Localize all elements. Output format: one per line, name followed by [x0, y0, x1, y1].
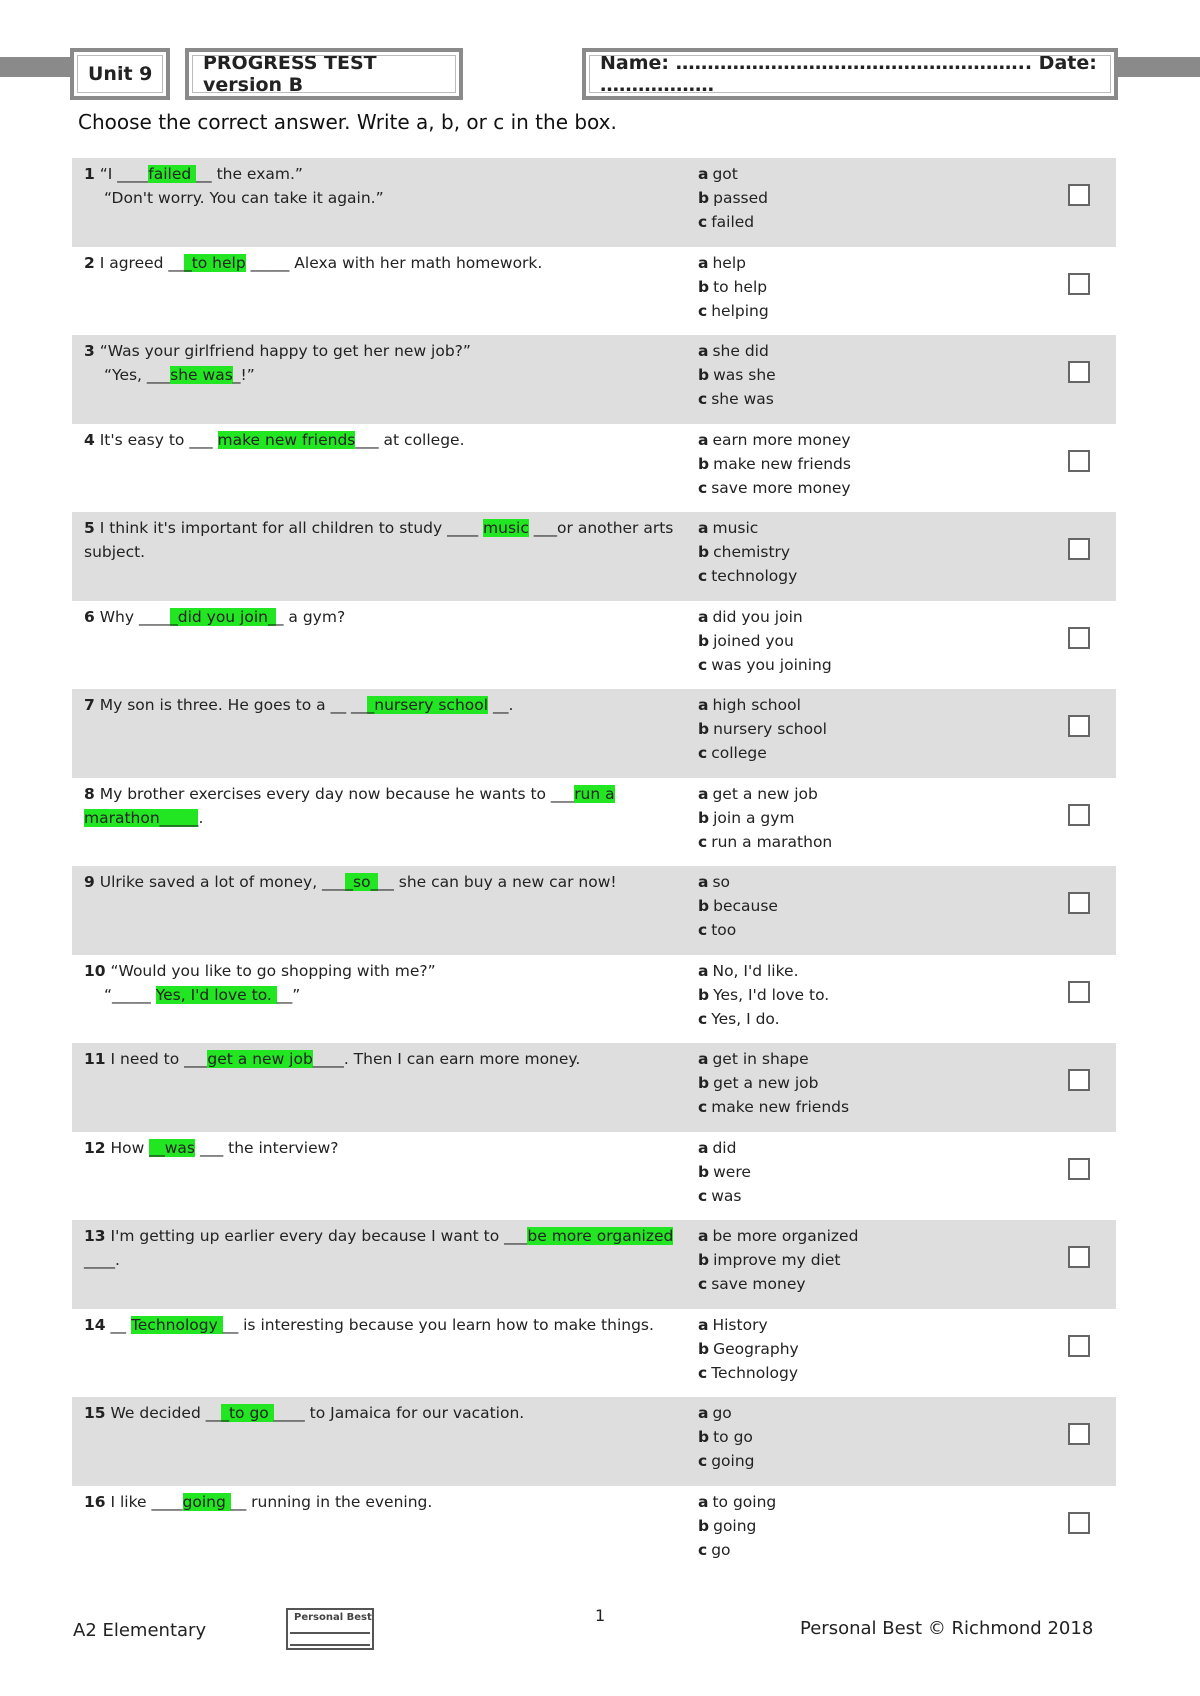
highlighted-answer: failed — [148, 165, 197, 183]
answer-option — [698, 162, 768, 186]
answer-option — [698, 830, 832, 854]
question-number: 7 — [84, 696, 95, 714]
question-row — [72, 247, 1116, 336]
question-row — [72, 1220, 1116, 1309]
option-letter: a — [698, 1404, 709, 1422]
answer-option — [698, 251, 769, 275]
answer-box[interactable] — [1068, 538, 1090, 560]
option-letter: b — [698, 897, 710, 915]
question-fragment: “Was your girlfriend happy to get her new job?” — [94, 342, 471, 360]
option-text: was she — [713, 366, 776, 384]
answer-options — [698, 782, 832, 854]
option-letter: c — [698, 655, 708, 674]
question-row — [72, 158, 1116, 247]
option-text: save money — [711, 1275, 806, 1293]
option-letter: b — [698, 720, 710, 738]
question-fragment: Why ____ — [94, 607, 170, 626]
option-text: go — [712, 1404, 732, 1422]
option-text: going — [711, 1452, 755, 1470]
option-text: Yes, I do. — [711, 1009, 780, 1028]
footer-level: A2 Elementary — [73, 1620, 207, 1641]
question-row — [72, 1309, 1116, 1398]
option-letter: c — [698, 478, 708, 497]
answer-option — [698, 1224, 858, 1248]
answer-option — [698, 564, 797, 588]
answer-box[interactable] — [1068, 1512, 1090, 1534]
answer-option — [698, 476, 851, 500]
option-letter: a — [698, 165, 709, 183]
option-text: going — [713, 1516, 757, 1535]
answer-options — [698, 428, 851, 500]
question-row — [72, 424, 1116, 513]
option-letter: b — [698, 454, 710, 473]
option-text: did — [712, 1138, 737, 1157]
question-text — [84, 1047, 674, 1071]
header-bar-right — [1115, 57, 1200, 77]
answer-option — [698, 1449, 755, 1473]
question-number: 6 — [84, 607, 95, 626]
answer-options — [698, 870, 778, 942]
question-second-line — [84, 983, 674, 1007]
name-date-field[interactable] — [582, 48, 1118, 100]
option-text: high school — [712, 696, 801, 714]
answer-option — [698, 1272, 858, 1296]
question-number: 13 — [84, 1227, 106, 1245]
answer-option — [698, 1425, 755, 1449]
question-number: 16 — [84, 1492, 106, 1511]
header-bar-left — [0, 57, 70, 77]
option-text: run a marathon — [711, 832, 833, 851]
option-text: get a new job — [713, 1074, 819, 1092]
option-letter: b — [698, 631, 710, 650]
question-second-line — [84, 363, 674, 387]
option-text: did you join — [712, 607, 803, 626]
option-letter: b — [698, 277, 710, 296]
option-text: technology — [711, 567, 798, 585]
option-letter: b — [698, 1339, 710, 1358]
option-letter: b — [698, 1251, 710, 1269]
answer-option — [698, 605, 832, 629]
question-fragment: _!” — [232, 366, 255, 384]
answer-box[interactable] — [1068, 1423, 1090, 1445]
question-number: 8 — [84, 784, 95, 803]
question-fragment: My son is three. He goes to a __ __ — [94, 696, 367, 714]
answer-option — [698, 1514, 776, 1538]
unit-label — [70, 48, 170, 100]
question-row — [72, 335, 1116, 424]
question-number: 5 — [84, 519, 95, 537]
answer-option — [698, 428, 851, 452]
option-text: join a gym — [713, 808, 795, 827]
highlighted-answer: _to go — [221, 1404, 274, 1422]
option-text: earn more money — [712, 430, 851, 449]
instruction: Choose the correct answer. Write a, b, or c in the box. — [78, 110, 617, 134]
option-letter: c — [698, 1540, 708, 1559]
question-number: 1 — [84, 165, 95, 183]
question-number: 2 — [84, 253, 95, 272]
question-text — [84, 959, 674, 1007]
answer-options — [698, 516, 797, 588]
question-number: 14 — [84, 1315, 106, 1334]
option-text: got — [712, 165, 738, 183]
question-fragment: My brother exercises every day now because he wants to ___ — [94, 784, 575, 803]
highlighted-answer: _so_ — [345, 873, 379, 891]
option-letter: c — [698, 1363, 708, 1382]
question-text — [84, 1490, 674, 1514]
answer-box[interactable] — [1068, 1069, 1090, 1091]
answer-option — [698, 299, 769, 323]
answer-option — [698, 1361, 799, 1385]
question-fragment: How — [105, 1138, 150, 1157]
question-text — [84, 516, 674, 564]
question-number: 9 — [84, 873, 95, 891]
option-letter: c — [698, 1452, 708, 1470]
option-text: Yes, I'd love to. — [713, 985, 830, 1004]
question-text — [84, 1313, 674, 1337]
option-text: Technology — [711, 1363, 799, 1382]
answer-option — [698, 339, 776, 363]
option-letter: a — [698, 1050, 709, 1068]
question-text — [84, 251, 674, 275]
question-text — [84, 1136, 674, 1160]
question-row — [72, 689, 1116, 778]
question-fragment: __ running in the evening. — [230, 1492, 433, 1511]
answer-box[interactable] — [1068, 1158, 1090, 1180]
answer-option — [698, 516, 797, 540]
answer-option — [698, 741, 827, 765]
answer-options — [698, 959, 829, 1031]
answer-option — [698, 1313, 799, 1337]
option-letter: c — [698, 390, 708, 408]
logo-text: Personal Best — [294, 1612, 372, 1623]
option-text: because — [713, 897, 778, 915]
option-letter: c — [698, 567, 708, 585]
answer-box[interactable] — [1068, 981, 1090, 1003]
option-text: joined you — [713, 631, 794, 650]
option-text: she was — [711, 390, 774, 408]
answer-option — [698, 452, 851, 476]
answer-option — [698, 1248, 858, 1272]
option-text: to going — [712, 1492, 777, 1511]
question-fragment: “Would you like to go shopping with me?” — [105, 961, 436, 980]
question-row — [72, 778, 1116, 867]
answer-option — [698, 210, 768, 234]
option-text: passed — [713, 189, 768, 207]
answer-option — [698, 363, 776, 387]
answer-option — [698, 894, 778, 918]
question-row — [72, 1486, 1116, 1575]
answer-options — [698, 605, 832, 677]
highlighted-answer: Technology — [130, 1315, 223, 1334]
answer-options — [698, 251, 769, 323]
question-row — [72, 1043, 1116, 1132]
question-row — [72, 1397, 1116, 1486]
option-text: was — [711, 1186, 742, 1205]
question-fragment: I like ____ — [105, 1492, 183, 1511]
answer-option — [698, 1184, 751, 1208]
option-letter: b — [698, 808, 710, 827]
question-text — [84, 1401, 674, 1425]
question-number: 4 — [84, 430, 95, 449]
answer-option — [698, 1007, 829, 1031]
question-fragment: __ the exam.” — [196, 165, 303, 183]
answer-option — [698, 1490, 776, 1514]
answer-option — [698, 387, 776, 411]
question-text — [84, 339, 674, 387]
answer-options — [698, 1490, 776, 1562]
answer-option — [698, 653, 832, 677]
option-text: too — [711, 921, 737, 939]
option-letter: c — [698, 832, 708, 851]
question-fragment: __ is interesting because you learn how to make things. — [222, 1315, 654, 1334]
answer-options — [698, 339, 776, 411]
option-text: make new friends — [711, 1098, 850, 1116]
option-letter: a — [698, 784, 709, 803]
option-letter: b — [698, 985, 710, 1004]
option-letter: c — [698, 213, 708, 231]
answer-option — [698, 629, 832, 653]
question-fragment: ____. Then I can earn more money. — [312, 1050, 581, 1068]
highlighted-answer: _nursery school — [366, 696, 489, 714]
option-letter: a — [698, 519, 709, 537]
highlighted-answer: be more organized — [527, 1227, 674, 1245]
option-text: music — [712, 519, 759, 537]
question-fragment: __. — [488, 696, 514, 714]
answer-option — [698, 782, 832, 806]
answer-box[interactable] — [1068, 361, 1090, 383]
option-letter: a — [698, 1227, 709, 1245]
question-fragment: It's easy to ___ — [94, 430, 218, 449]
answer-box[interactable] — [1068, 1335, 1090, 1357]
option-text: No, I'd like. — [712, 961, 799, 980]
option-text: be more organized — [712, 1227, 859, 1245]
answer-option — [698, 959, 829, 983]
question-fragment: . — [198, 808, 204, 827]
option-text: get in shape — [712, 1050, 809, 1068]
name-date-text: Name: ……………………………………………….. Date: ……………… — [600, 52, 1097, 96]
question-fragment: _____ Alexa with her math homework. — [245, 253, 543, 272]
answer-box[interactable] — [1068, 184, 1090, 206]
option-text: go — [711, 1540, 731, 1559]
answer-option — [698, 1401, 755, 1425]
option-letter: c — [698, 301, 708, 320]
option-letter: b — [698, 366, 710, 384]
answer-box[interactable] — [1068, 627, 1090, 649]
option-text: so — [712, 873, 731, 891]
question-fragment: __” — [276, 985, 301, 1004]
answer-option — [698, 806, 832, 830]
option-text: she did — [712, 342, 769, 360]
personal-best-logo — [286, 1608, 374, 1650]
answer-box[interactable] — [1068, 804, 1090, 826]
question-fragment: Ulrike saved a lot of money, ___ — [94, 873, 346, 891]
highlighted-answer: get a new job — [207, 1050, 313, 1068]
option-text: get a new job — [712, 784, 818, 803]
question-number: 11 — [84, 1050, 106, 1068]
answer-box[interactable] — [1068, 450, 1090, 472]
footer-copyright: Personal Best © Richmond 2018 — [800, 1618, 1094, 1639]
test-title — [185, 48, 463, 100]
answer-options — [698, 1313, 799, 1385]
option-text: make new friends — [713, 454, 851, 473]
question-number: 15 — [84, 1404, 106, 1422]
option-letter: b — [698, 1516, 710, 1535]
option-text: to go — [713, 1428, 753, 1446]
option-text: were — [713, 1162, 751, 1181]
option-letter: a — [698, 873, 709, 891]
question-number: 10 — [84, 961, 106, 980]
option-letter: b — [698, 543, 710, 561]
unit-text: Unit 9 — [88, 63, 153, 85]
question-text — [84, 605, 674, 629]
question-fragment: __ — [105, 1315, 131, 1334]
option-letter: a — [698, 607, 709, 626]
answer-option — [698, 717, 827, 741]
option-letter: c — [698, 921, 708, 939]
question-row — [72, 512, 1116, 601]
answer-options — [698, 1136, 751, 1208]
option-text: to help — [713, 277, 768, 296]
highlighted-answer: _to help — [183, 253, 246, 272]
answer-options — [698, 1401, 755, 1473]
option-letter: c — [698, 1098, 708, 1116]
question-fragment: I think it's important for all children to study ____ — [94, 519, 484, 537]
option-letter: b — [698, 189, 710, 207]
option-letter: a — [698, 253, 709, 272]
question-row — [72, 601, 1116, 690]
highlighted-answer: Yes, I'd love to. — [155, 985, 277, 1004]
option-text: failed — [711, 213, 755, 231]
question-text — [84, 870, 674, 894]
option-letter: c — [698, 744, 708, 762]
question-fragment: I agreed __ — [94, 253, 184, 272]
answer-box[interactable] — [1068, 273, 1090, 295]
question-text — [84, 693, 674, 717]
question-fragment: ___ at college. — [355, 430, 465, 449]
option-text: help — [712, 253, 746, 272]
question-number: 3 — [84, 342, 95, 360]
question-fragment: ____ to Jamaica for our vacation. — [273, 1404, 525, 1422]
answer-options — [698, 693, 827, 765]
question-fragment: “_____ — [104, 985, 156, 1004]
question-fragment: I need to ___ — [105, 1050, 208, 1068]
question-fragment: “I ____ — [94, 165, 149, 183]
answer-option — [698, 1337, 799, 1361]
option-text: improve my diet — [713, 1251, 841, 1269]
question-fragment: ____. — [84, 1251, 120, 1269]
page-number: 1 — [595, 1606, 606, 1625]
option-letter: a — [698, 961, 709, 980]
answer-option — [698, 1095, 849, 1119]
option-letter: b — [698, 1074, 710, 1092]
answer-box[interactable] — [1068, 892, 1090, 914]
option-text: History — [712, 1315, 768, 1334]
answer-option — [698, 870, 778, 894]
question-fragment: ___or another arts subject. — [84, 519, 674, 561]
question-text — [84, 162, 674, 210]
question-row — [72, 955, 1116, 1044]
answer-option — [698, 918, 778, 942]
highlighted-answer: __was — [149, 1138, 196, 1157]
answer-option — [698, 693, 827, 717]
highlighted-answer: _did you join_ — [169, 607, 276, 626]
question-fragment: “Yes, ___ — [104, 366, 171, 384]
option-text: was you joining — [711, 655, 832, 674]
option-letter: c — [698, 1009, 708, 1028]
option-letter: a — [698, 342, 709, 360]
option-letter: c — [698, 1186, 708, 1205]
option-text: chemistry — [713, 543, 791, 561]
option-letter: a — [698, 696, 709, 714]
option-text: Geography — [713, 1339, 799, 1358]
test-title-text: PROGRESS TEST version B — [203, 52, 377, 96]
question-text — [84, 782, 674, 830]
option-text: save more money — [711, 478, 851, 497]
question-fragment: I'm getting up earlier every day because I want to ___ — [105, 1227, 528, 1245]
answer-options — [698, 1224, 858, 1296]
answer-option — [698, 1538, 776, 1562]
answer-box[interactable] — [1068, 715, 1090, 737]
option-letter: b — [698, 1428, 710, 1446]
highlighted-answer: going — [182, 1492, 231, 1511]
question-number: 12 — [84, 1138, 106, 1157]
answer-option — [698, 1071, 849, 1095]
question-fragment: We decided __ — [105, 1404, 222, 1422]
answer-options — [698, 162, 768, 234]
option-letter: b — [698, 1162, 710, 1181]
option-letter: c — [698, 1275, 708, 1293]
answer-option — [698, 186, 768, 210]
question-fragment: ___ the interview? — [195, 1138, 339, 1157]
question-fragment: __ she can buy a new car now! — [378, 873, 617, 891]
option-text: nursery school — [713, 720, 827, 738]
question-text — [84, 1224, 674, 1272]
highlighted-answer: make new friends — [217, 430, 356, 449]
answer-option — [698, 983, 829, 1007]
highlighted-answer: she was — [170, 366, 233, 384]
question-second-line: “Don't worry. You can take it again.” — [104, 189, 384, 207]
option-letter: a — [698, 430, 709, 449]
option-letter: a — [698, 1138, 709, 1157]
highlighted-answer: run a marathon_____ — [84, 784, 615, 827]
question-fragment: _ a gym? — [275, 607, 346, 626]
option-text: helping — [711, 301, 769, 320]
option-text: college — [711, 744, 767, 762]
question-table — [72, 158, 1116, 1574]
answer-option — [698, 1160, 751, 1184]
answer-option — [698, 275, 769, 299]
answer-option — [698, 1047, 849, 1071]
answer-options — [698, 1047, 849, 1119]
question-text — [84, 428, 674, 452]
question-row — [72, 866, 1116, 955]
question-row — [72, 1132, 1116, 1221]
highlighted-answer: music — [483, 519, 529, 537]
option-letter: a — [698, 1315, 709, 1334]
answer-box[interactable] — [1068, 1246, 1090, 1268]
answer-option — [698, 1136, 751, 1160]
option-letter: a — [698, 1492, 709, 1511]
answer-option — [698, 540, 797, 564]
